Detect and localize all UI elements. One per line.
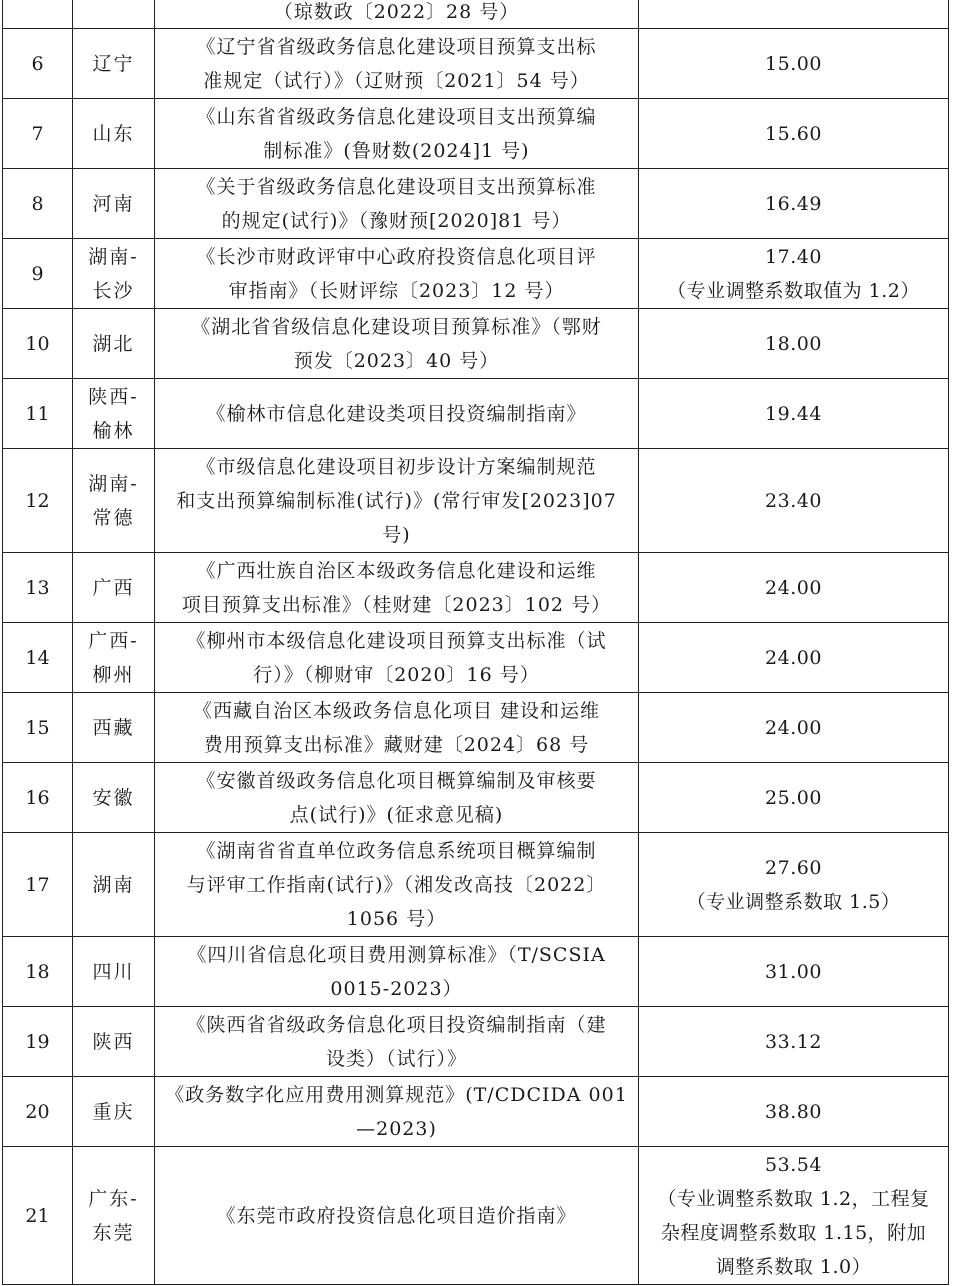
standard-cell	[155, 309, 639, 379]
value-line: 15.00	[765, 52, 822, 75]
table-row	[3, 693, 949, 763]
number-cell	[3, 0, 73, 29]
standard-cell	[155, 1007, 639, 1077]
value-line: 15.60	[765, 122, 822, 145]
standard-line: 项目预算支出标准》（桂财建〔2023〕102 号）	[181, 593, 612, 616]
standard-line: 的规定(试行)》（豫财预[2020]81 号）	[221, 209, 572, 232]
table-row	[3, 1007, 949, 1077]
value-line: 25.00	[765, 786, 822, 809]
region-line: 西藏	[92, 716, 135, 739]
value-cell	[639, 379, 949, 449]
region-cell	[73, 937, 155, 1007]
region-cell	[73, 449, 155, 553]
table-row	[3, 309, 949, 379]
number-line: 14	[25, 646, 50, 669]
value-line: 23.40	[765, 489, 822, 512]
standard-line: 审指南》（长财评综〔2023〕12 号）	[228, 279, 565, 302]
standard-line: —2023)	[356, 1117, 437, 1140]
region-line: 湖南-	[88, 472, 139, 495]
value-cell	[639, 309, 949, 379]
number-cell	[3, 449, 73, 553]
number-cell	[3, 763, 73, 833]
standard-line: 《市级信息化建设项目初步设计方案编制规范	[196, 455, 597, 478]
number-cell	[3, 29, 73, 99]
region-cell	[73, 1077, 155, 1147]
number-cell	[3, 833, 73, 937]
region-line: 广西-	[88, 629, 139, 652]
number-cell	[3, 693, 73, 763]
region-cell	[73, 693, 155, 763]
number-line: 19	[25, 1030, 50, 1053]
number-cell	[3, 1007, 73, 1077]
value-line: 24.00	[765, 716, 822, 739]
number-cell	[3, 1077, 73, 1147]
value-line: （专业调整系数取 1.5）	[686, 890, 901, 913]
standard-line: 《东莞市政府投资信息化项目造价指南》	[216, 1204, 577, 1227]
standard-line: （琼数政〔2022〕28 号）	[273, 1, 520, 23]
number-cell	[3, 553, 73, 623]
standard-cell	[155, 693, 639, 763]
region-line: 陕西-	[88, 385, 139, 408]
number-line: 11	[25, 402, 50, 425]
standard-line: 《柳州市本级信息化建设项目预算支出标准（试	[186, 629, 607, 652]
table-row	[3, 833, 949, 937]
table-row	[3, 239, 949, 309]
standard-cell	[155, 169, 639, 239]
standard-line: 1056 号）	[346, 907, 447, 930]
number-line: 17	[25, 873, 50, 896]
standard-cell	[155, 0, 639, 29]
number-line: 8	[31, 192, 44, 215]
number-line: 7	[31, 122, 44, 145]
standard-cell	[155, 29, 639, 99]
region-line: 常德	[92, 506, 135, 529]
standard-cell	[155, 833, 639, 937]
standard-cell	[155, 1147, 639, 1285]
number-line: 13	[25, 576, 50, 599]
region-line: 辽宁	[92, 52, 135, 75]
value-line: 24.00	[765, 646, 822, 669]
value-line: 24.00	[765, 576, 822, 599]
region-cell	[73, 623, 155, 693]
region-cell	[73, 309, 155, 379]
table-row	[3, 449, 949, 553]
standard-line: 《西藏自治区本级政务信息化项目 建设和运维	[192, 699, 601, 722]
table-row	[3, 1147, 949, 1285]
standard-cell	[155, 239, 639, 309]
standard-line: 点(试行)》(征求意见稿)	[289, 803, 504, 826]
region-cell	[73, 379, 155, 449]
standard-cell	[155, 553, 639, 623]
region-cell	[73, 833, 155, 937]
standard-line: 《广西壮族自治区本级政务信息化建设和运维	[196, 559, 597, 582]
standard-line: 与评审工作指南(试行)》（湘发改高技〔2022〕	[186, 873, 607, 896]
region-line: 湖北	[92, 332, 135, 355]
value-cell	[639, 833, 949, 937]
value-line: 33.12	[765, 1030, 822, 1053]
region-line: 柳州	[92, 663, 135, 686]
number-cell	[3, 239, 73, 309]
region-cell	[73, 0, 155, 29]
region-line: 山东	[92, 122, 135, 145]
standard-line: 号)	[382, 523, 411, 546]
table-row	[3, 0, 949, 29]
standard-line: 设类）（试行）》	[325, 1047, 467, 1070]
region-cell	[73, 1147, 155, 1285]
standard-cell	[155, 623, 639, 693]
region-line: 广东-	[88, 1187, 139, 1210]
region-line: 湖南	[92, 873, 135, 896]
standard-cell	[155, 449, 639, 553]
region-cell	[73, 169, 155, 239]
region-line: 重庆	[92, 1100, 135, 1123]
standard-line: 行）》（柳财审〔2020〕16 号）	[253, 663, 540, 686]
number-line: 18	[25, 960, 50, 983]
region-line: 陕西	[92, 1030, 135, 1053]
number-line: 20	[25, 1100, 50, 1123]
value-line: （专业调整系数取 1.2，工程复	[657, 1187, 930, 1210]
region-line: 东莞	[92, 1221, 135, 1244]
standard-cell	[155, 379, 639, 449]
value-cell	[639, 239, 949, 309]
region-line: 四川	[92, 960, 135, 983]
table-row	[3, 379, 949, 449]
number-line: 15	[25, 716, 50, 739]
value-line: 31.00	[765, 960, 822, 983]
value-cell	[639, 29, 949, 99]
table-row	[3, 169, 949, 239]
standard-line: 《政务数字化应用费用测算规范》(T/CDCIDA 001	[165, 1083, 628, 1106]
standard-line: 《安徽首级政务信息化项目概算编制及审核要	[196, 769, 597, 792]
number-line: 10	[25, 332, 50, 355]
region-cell	[73, 239, 155, 309]
number-cell	[3, 309, 73, 379]
standard-line: 制标准》(鲁财数(2024]1 号)	[263, 139, 530, 162]
number-cell	[3, 169, 73, 239]
standard-line: 和支出预算编制标准(试行)》(常行审发[2023]07	[176, 489, 617, 512]
number-cell	[3, 379, 73, 449]
standard-line: 《辽宁省省级政务信息化建设项目预算支出标	[196, 35, 597, 58]
region-line: 安徽	[92, 786, 135, 809]
number-cell	[3, 937, 73, 1007]
standard-line: 《关于省级政务信息化建设项目支出预算标准	[196, 175, 597, 198]
value-cell	[639, 0, 949, 29]
table-row	[3, 763, 949, 833]
value-line: 38.80	[765, 1100, 822, 1123]
number-line: 9	[31, 262, 44, 285]
standard-line: 《山东省省级政务信息化建设项目支出预算编	[196, 105, 597, 128]
standard-cell	[155, 937, 639, 1007]
region-cell	[73, 553, 155, 623]
number-cell	[3, 623, 73, 693]
value-line: 杂程度调整系数取 1.15，附加	[660, 1221, 927, 1244]
value-line: 27.60	[765, 856, 822, 879]
standard-line: 准规定（试行）》（辽财预〔2021〕54 号）	[203, 69, 590, 92]
standard-line: 《陕西省省级政务信息化项目投资编制指南（建	[186, 1013, 607, 1036]
region-line: 榆林	[92, 419, 135, 442]
value-cell	[639, 693, 949, 763]
standard-line: 《榆林市信息化建设类项目投资编制指南》	[206, 402, 587, 425]
value-cell	[639, 99, 949, 169]
value-line: 18.00	[765, 332, 822, 355]
table-row	[3, 1077, 949, 1147]
table-row	[3, 937, 949, 1007]
value-cell	[639, 449, 949, 553]
value-line: 17.40	[765, 245, 822, 268]
value-line: （专业调整系数取值为 1.2）	[667, 279, 920, 302]
region-cell	[73, 29, 155, 99]
standard-line: 《湖北省省级信息化建设项目预算标准》（鄂财	[191, 315, 602, 338]
number-cell	[3, 1147, 73, 1285]
value-line: 16.49	[765, 192, 822, 215]
region-line: 广西	[92, 576, 135, 599]
standard-line: 预发〔2023〕40 号）	[293, 349, 500, 372]
standard-line: 费用预算支出标准》藏财建〔2024〕68 号	[203, 733, 590, 756]
standard-line: 《湖南省省直单位政务信息系统项目概算编制	[196, 839, 597, 862]
standard-line: 《长沙市财政评审中心政府投资信息化项目评	[196, 245, 597, 268]
value-cell	[639, 1147, 949, 1285]
value-line: 19.44	[765, 402, 822, 425]
number-cell	[3, 99, 73, 169]
value-line: 53.54	[765, 1153, 822, 1176]
value-cell	[639, 623, 949, 693]
value-cell	[639, 1077, 949, 1147]
number-line: 12	[25, 489, 50, 512]
number-line: 6	[31, 52, 44, 75]
standard-line: 0015-2023）	[330, 977, 463, 1000]
number-line: 21	[25, 1204, 50, 1227]
value-cell	[639, 553, 949, 623]
table-row	[3, 553, 949, 623]
standard-line: 《四川省信息化项目费用测算标准》（T/SCSIA	[187, 943, 606, 966]
region-cell	[73, 763, 155, 833]
region-cell	[73, 99, 155, 169]
table-row	[3, 99, 949, 169]
table-row	[3, 29, 949, 99]
region-cell	[73, 1007, 155, 1077]
table-row	[3, 623, 949, 693]
value-cell	[639, 1007, 949, 1077]
region-line: 湖南-	[88, 245, 139, 268]
standards-table	[2, 0, 949, 1285]
value-cell	[639, 763, 949, 833]
standard-cell	[155, 1077, 639, 1147]
standard-cell	[155, 763, 639, 833]
region-line: 长沙	[92, 279, 135, 302]
region-line: 河南	[92, 192, 135, 215]
value-line: 调整系数取 1.0）	[715, 1255, 872, 1278]
standard-cell	[155, 99, 639, 169]
number-line: 16	[25, 786, 50, 809]
value-cell	[639, 937, 949, 1007]
value-cell	[639, 169, 949, 239]
